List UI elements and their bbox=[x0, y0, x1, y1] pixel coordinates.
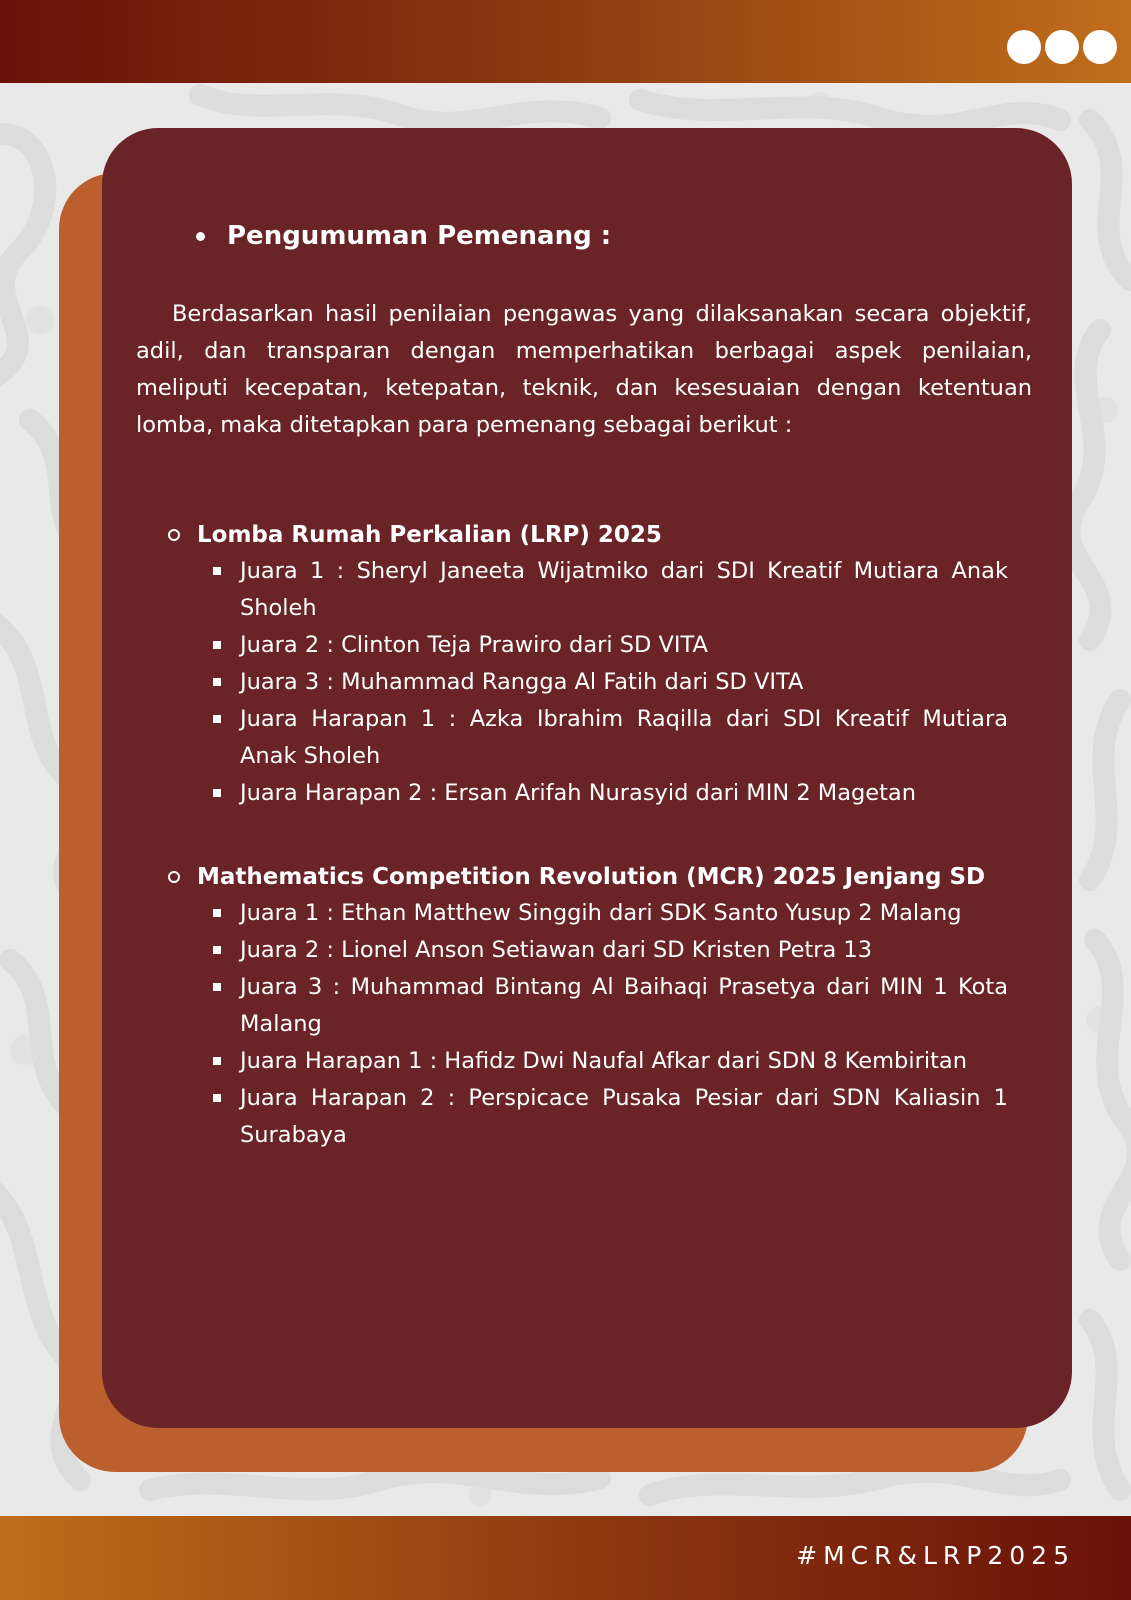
section-title bbox=[168, 858, 1008, 895]
winner-item bbox=[212, 895, 1008, 932]
square-bullet-icon bbox=[213, 641, 221, 649]
winner-text: Juara Harapan 2 : Perspicace Pusaka Pesiar dari SDN Kaliasin 1 Surabaya bbox=[240, 1085, 1008, 1148]
window-dots bbox=[1007, 30, 1117, 64]
winner-text: Juara Harapan 2 : Ersan Arifah Nurasyid dari MIN 2 Magetan bbox=[240, 780, 916, 806]
section-title bbox=[168, 516, 1008, 553]
winner-item bbox=[212, 775, 1008, 812]
circle-bullet-icon bbox=[168, 529, 180, 541]
square-bullet-icon bbox=[213, 1094, 221, 1102]
square-bullet-icon bbox=[213, 715, 221, 723]
winner-item bbox=[212, 627, 1008, 664]
winner-text: Juara 2 : Clinton Teja Prawiro dari SD VITA bbox=[240, 632, 708, 658]
winner-list bbox=[168, 895, 1008, 1154]
heading-text: Pengumuman Pemenang : bbox=[227, 221, 612, 251]
winner-text: Juara Harapan 1 : Hafidz Dwi Naufal Afkar dari SDN 8 Kembiritan bbox=[240, 1048, 967, 1074]
bottom-banner bbox=[0, 1516, 1131, 1600]
winner-text: Juara 3 : Muhammad Bintang Al Baihaqi Prasetya dari MIN 1 Kota Malang bbox=[240, 974, 1008, 1037]
bullet-disc-icon bbox=[196, 232, 205, 241]
dot-icon bbox=[1045, 30, 1079, 64]
winner-text: Juara 1 : Sheryl Janeeta Wijatmiko dari SDI Kreatif Mutiara Anak Sholeh bbox=[240, 558, 1008, 621]
winner-item bbox=[212, 553, 1008, 627]
winner-text: Juara 2 : Lionel Anson Setiawan dari SD Kristen Petra 13 bbox=[240, 937, 873, 963]
section-title-text: Lomba Rumah Perkalian (LRP) 2025 bbox=[197, 521, 662, 548]
section-title-text: Mathematics Competition Revolution (MCR) 2025 Jenjang SD bbox=[197, 863, 986, 890]
winner-item bbox=[212, 701, 1008, 775]
announcement-heading bbox=[196, 221, 611, 251]
square-bullet-icon bbox=[213, 983, 221, 991]
dot-icon bbox=[1083, 30, 1117, 64]
intro-paragraph: Berdasarkan hasil penilaian pengawas yang dilaksanakan secara objektif, adil, dan transparan dengan memperhatikan berbagai aspek penilaian, meliputi kecepatan, ketepatan, teknik, dan kesesuaian dengan ketentuan lomba, maka ditetapkan para pemenang sebagai berikut : bbox=[136, 301, 1032, 438]
square-bullet-icon bbox=[213, 909, 221, 917]
hashtag-text: #MCR&LRP2025 bbox=[796, 1541, 1075, 1570]
section-lrp bbox=[168, 516, 1008, 812]
square-bullet-icon bbox=[213, 946, 221, 954]
dot-icon bbox=[1007, 30, 1041, 64]
winner-item bbox=[212, 664, 1008, 701]
square-bullet-icon bbox=[213, 567, 221, 575]
winner-item bbox=[212, 969, 1008, 1043]
top-banner bbox=[0, 0, 1131, 83]
section-mcr bbox=[168, 858, 1008, 1154]
square-bullet-icon bbox=[213, 1057, 221, 1065]
winner-item bbox=[212, 1043, 1008, 1080]
announcement-card bbox=[102, 128, 1072, 1428]
winner-text: Juara Harapan 1 : Azka Ibrahim Raqilla dari SDI Kreatif Mutiara Anak Sholeh bbox=[240, 706, 1008, 769]
winner-item bbox=[212, 1080, 1008, 1154]
winner-list bbox=[168, 553, 1008, 812]
square-bullet-icon bbox=[213, 678, 221, 686]
circle-bullet-icon bbox=[168, 871, 180, 883]
winner-text: Juara 1 : Ethan Matthew Singgih dari SDK Santo Yusup 2 Malang bbox=[240, 900, 962, 926]
square-bullet-icon bbox=[213, 789, 221, 797]
winner-text: Juara 3 : Muhammad Rangga Al Fatih dari SD VITA bbox=[240, 669, 804, 695]
winner-item bbox=[212, 932, 1008, 969]
